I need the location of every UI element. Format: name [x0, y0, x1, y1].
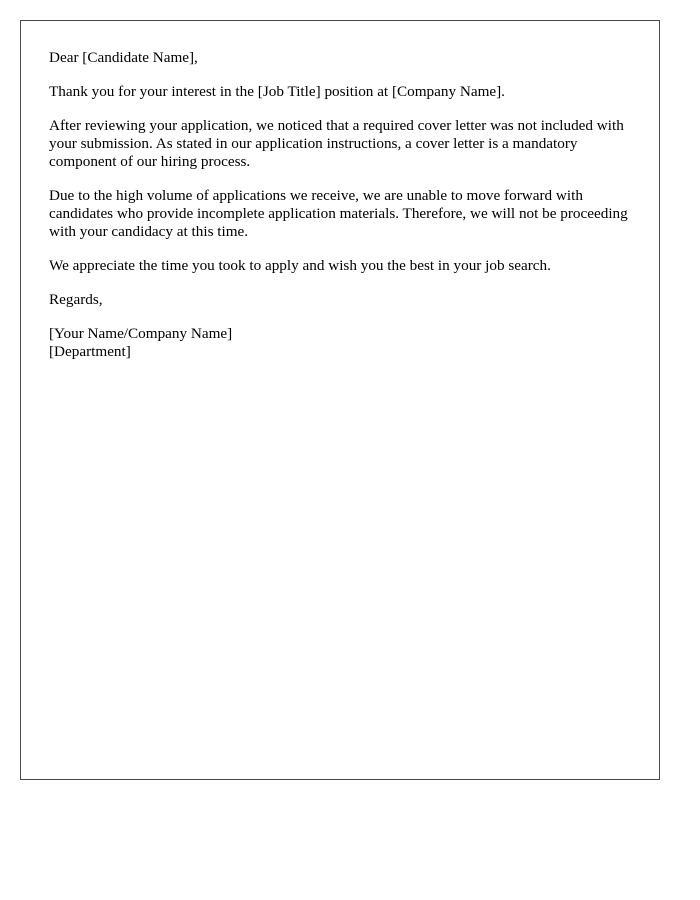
letter-signature	[49, 325, 639, 361]
signature-department: [Department]	[49, 343, 131, 360]
letter-salutation: Dear [Candidate Name],	[49, 49, 198, 66]
signature-name: [Your Name/Company Name]	[49, 325, 233, 342]
letter-paragraph-cover-letter-missing: After reviewing your application, we noticed that a required cover letter was not included with your submission. As stated in our application instructions, a cover letter is a mandatory component of our hiring process.	[49, 117, 624, 170]
letter-paragraph-intro: Thank you for your interest in the [Job Title] position at [Company Name].	[49, 83, 505, 100]
letter-closing: Regards,	[49, 291, 103, 308]
letter-paragraph-decision: Due to the high volume of applications we receive, we are unable to move forward with candidates who provide incomplete application materials. Therefore, we will not be proceeding with your candidacy at this time.	[49, 187, 628, 240]
letter-body	[49, 49, 639, 377]
letter-paragraph-appreciation: We appreciate the time you took to apply and wish you the best in your job search.	[49, 257, 551, 274]
letter-page	[20, 20, 660, 780]
